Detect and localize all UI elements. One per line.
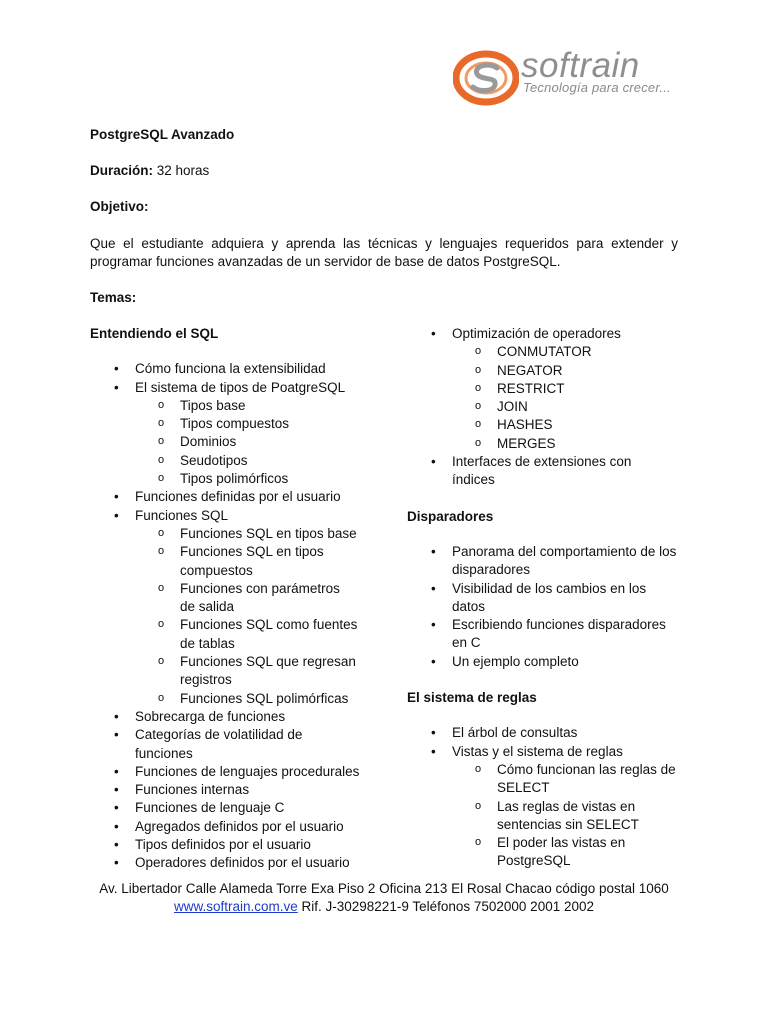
list-item: • Funciones de lenguaje C [90, 799, 390, 817]
course-title: PostgreSQL Avanzado [90, 127, 235, 142]
list-item: • Funciones internas [90, 781, 390, 799]
list-item: • Funciones de lenguajes procedurales [90, 763, 390, 781]
list-subitem: o HASHES [407, 416, 697, 434]
list-subitem: o Cómo funcionan las reglas de SELECT [407, 761, 687, 798]
left-heading: Entendiendo el SQL [90, 326, 219, 341]
list-subitem: o Funciones SQL que regresan registros [90, 653, 360, 690]
list-subitem: o MERGES [407, 435, 697, 453]
softrain-logo-icon [453, 50, 519, 106]
list-item: • El árbol de consultas [407, 724, 697, 742]
list-subitem: o Funciones SQL polimórficas [90, 690, 390, 708]
list-subitem: o Tipos base [90, 397, 390, 415]
list-item: • Categorías de volatilidad de funciones [90, 726, 325, 763]
topics-label: Temas: [90, 290, 137, 305]
list-item: • Escribiendo funciones disparadores en C [407, 616, 682, 653]
footer-contact: Rif. J-30298221-9 Teléfonos 7502000 2001 2002 [297, 899, 595, 914]
triggers-list [407, 543, 697, 671]
footer-address: Av. Libertador Calle Alameda Torre Exa Piso 2 Oficina 213 El Rosal Chacao código postal 1060 [99, 881, 669, 896]
list-item: • Optimización de operadores [407, 325, 697, 343]
list-item: • Un ejemplo completo [407, 653, 697, 671]
list-item: • Tipos definidos por el usuario [90, 836, 390, 854]
objective-label: Objetivo: [90, 199, 149, 214]
softrain-logo [453, 48, 683, 110]
triggers-heading: Disparadores [407, 508, 494, 524]
list-item: • Vistas y el sistema de reglas [407, 743, 697, 761]
operator-optimization-list [407, 325, 697, 490]
list-subitem: o Funciones SQL en tipos base [90, 525, 390, 543]
list-subitem: o JOIN [407, 398, 697, 416]
list-subitem: o Funciones SQL en tipos compuestos [90, 543, 350, 580]
list-subitem: o Tipos polimórficos [90, 470, 390, 488]
list-item: • Visibilidad de los cambios en los datos [407, 580, 662, 617]
right-column [407, 325, 697, 871]
website-link[interactable]: www.softrain.com.ve [173, 899, 298, 914]
list-subitem: o Las reglas de vistas en sentencias sin SELECT [407, 798, 687, 835]
left-topic-list [90, 360, 390, 872]
logo-name: softrain [521, 46, 640, 85]
list-subitem: o Funciones con parámetros de salida [90, 580, 350, 617]
list-subitem: o RESTRICT [407, 380, 697, 398]
list-item: • Sobrecarga de funciones [90, 708, 390, 726]
rules-list [407, 724, 697, 870]
list-item: • Agregados definidos por el usuario [90, 818, 390, 836]
list-item: • Cómo funciona la extensibilidad [90, 360, 390, 378]
objective-text: Que el estudiante adquiera y aprenda las técnicas y lenguajes requeridos para extender y programar funciones avanzadas de un servidor de base de datos PostgreSQL. [90, 236, 678, 270]
list-subitem: o CONMUTATOR [407, 343, 697, 361]
footer-contact-line [0, 898, 768, 916]
list-subitem: o El poder las vistas en PostgreSQL [407, 834, 667, 871]
list-item: • Panorama del comportamiento de los disparadores [407, 543, 682, 580]
list-item: • Funciones definidas por el usuario [90, 488, 390, 506]
list-item: • El sistema de tipos de PoatgreSQL [90, 379, 390, 397]
duration-value: 32 horas [153, 163, 210, 178]
list-subitem: o Dominios [90, 433, 390, 451]
list-subitem: o NEGATOR [407, 362, 697, 380]
left-column [90, 325, 390, 873]
duration-label: Duración: [90, 163, 154, 178]
list-subitem: o Funciones SQL como fuentes de tablas [90, 616, 360, 653]
list-item: • Interfaces de extensiones con índices [407, 453, 652, 490]
list-subitem: o Seudotipos [90, 452, 390, 470]
logo-tagline: Tecnología para crecer... [523, 80, 671, 95]
list-item: • Funciones SQL [90, 507, 390, 525]
duration-line [90, 162, 209, 180]
list-item: • Operadores definidos por el usuario [90, 854, 390, 872]
list-subitem: o Tipos compuestos [90, 415, 390, 433]
rules-heading: El sistema de reglas [407, 690, 537, 706]
